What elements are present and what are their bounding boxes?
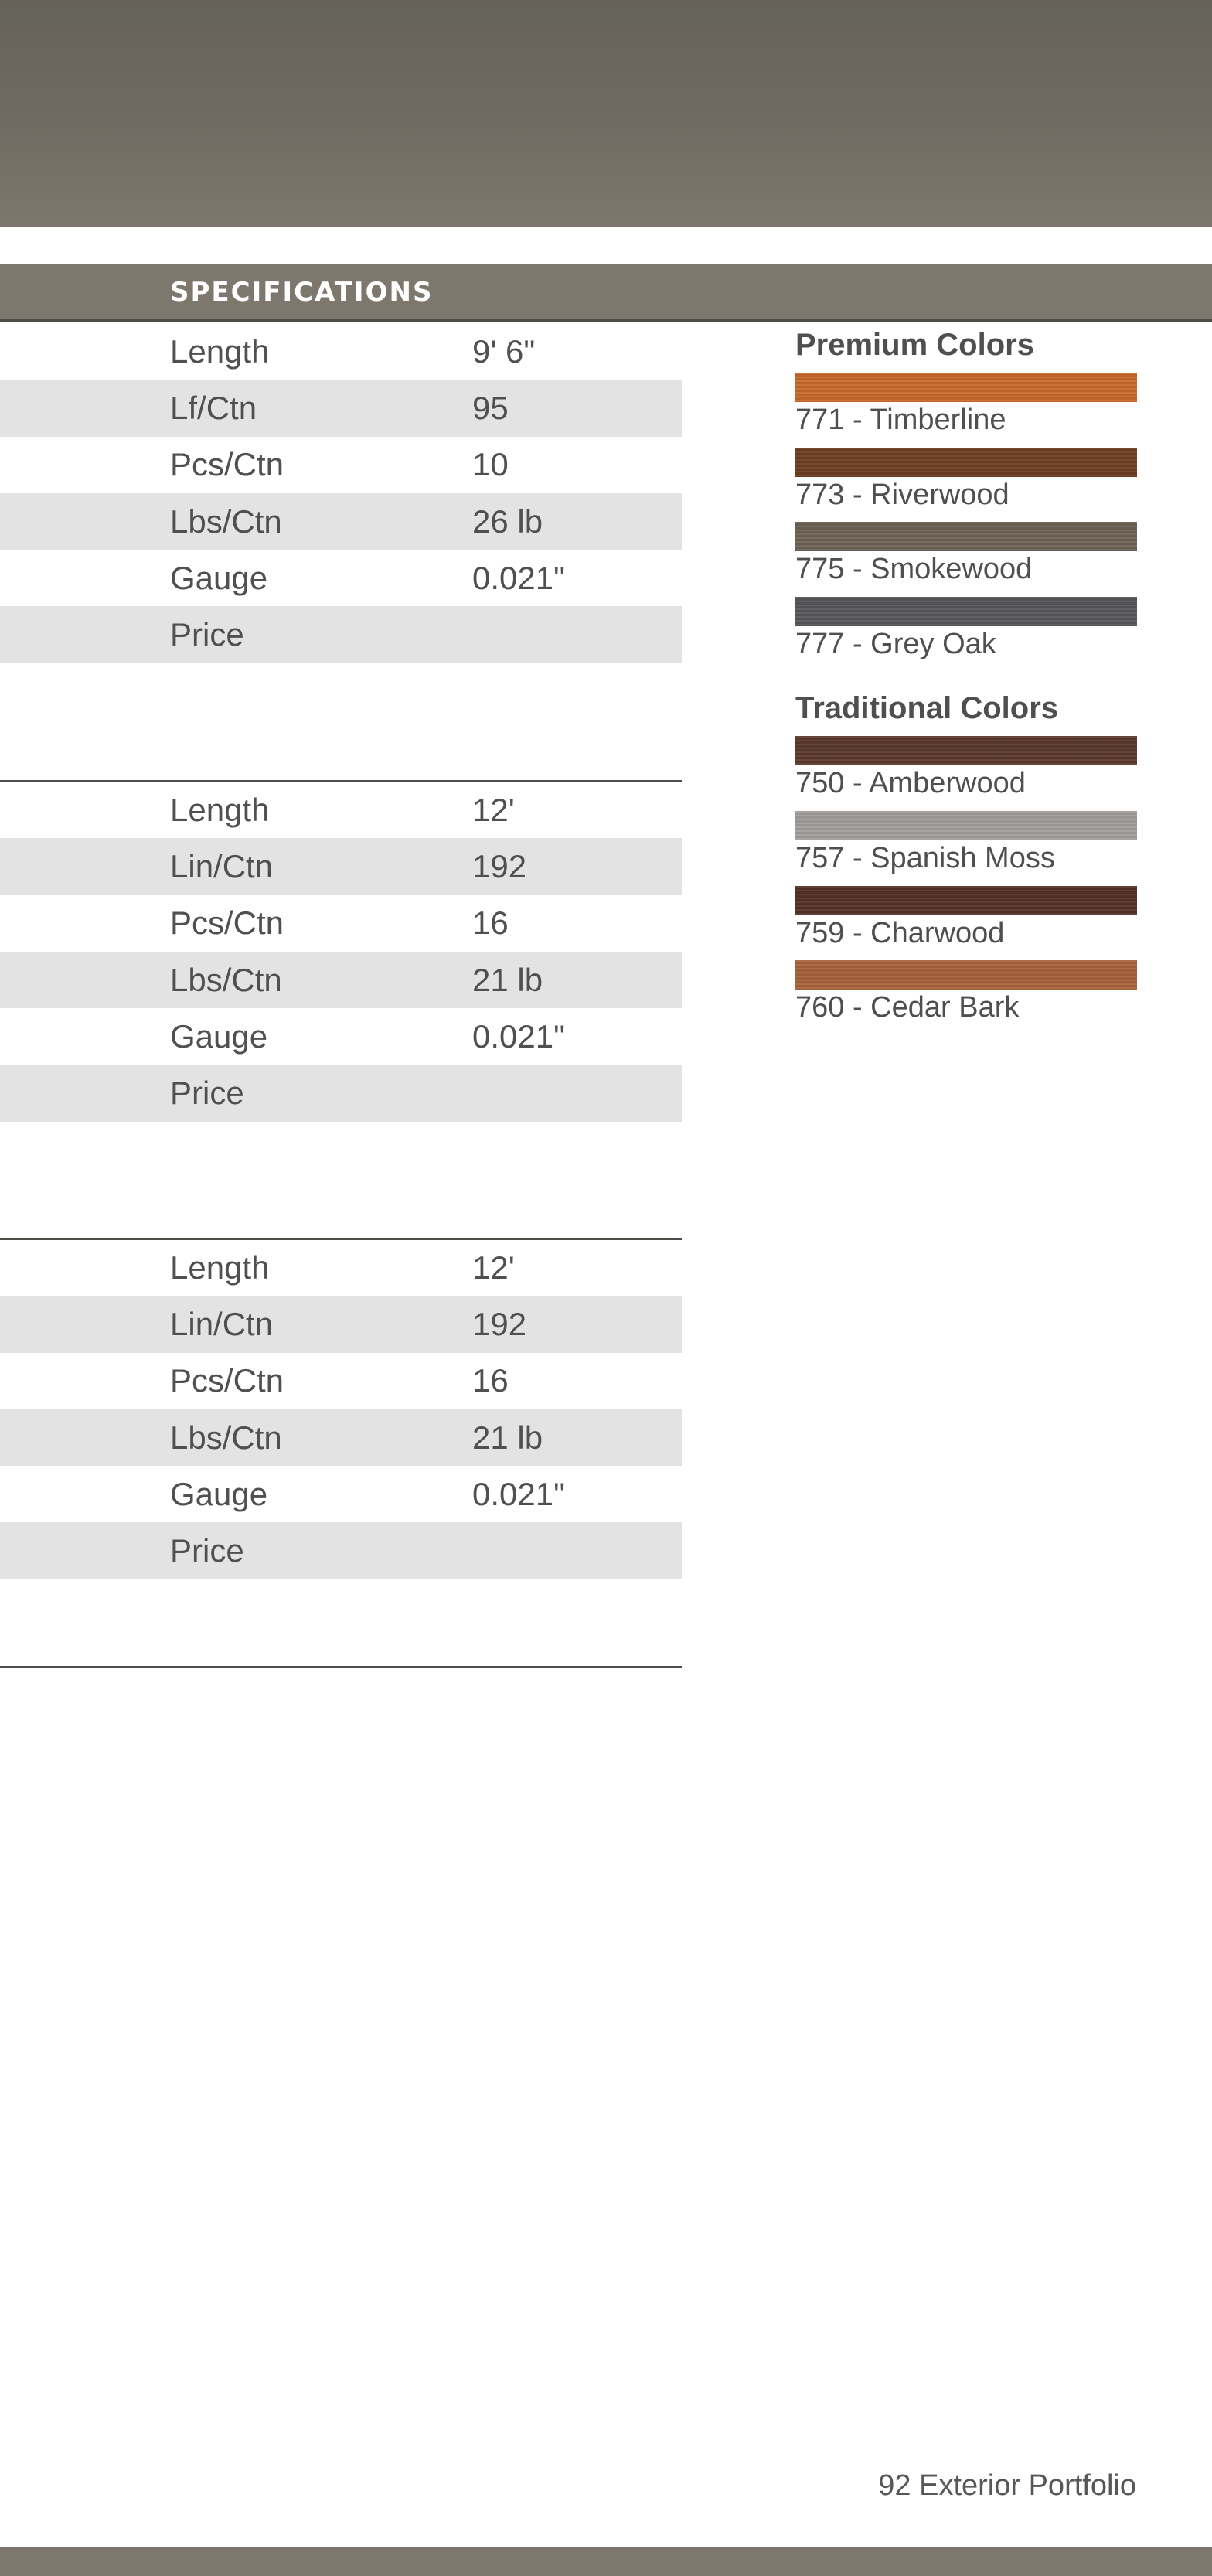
color-item [795,886,1139,952]
spec-value: 95 [472,389,509,426]
spec-row-length [0,323,682,380]
spec-value: 16 [472,1362,509,1399]
color-label: 775 - Smokewood [795,553,1033,586]
color-label: 760 - Cedar Bark [795,991,1020,1024]
spec-label: Gauge [170,559,268,596]
spec-row-lbs-ctn [0,952,682,1008]
color-label: 771 - Timberline [795,404,1006,436]
color-swatch [795,736,1137,765]
spec-label: Lbs/Ctn [170,503,282,540]
spec-value: 12' [472,1249,515,1286]
color-item [795,597,1139,663]
color-label: 750 - Amberwood [795,767,1026,800]
spec-row-lf-ctn [0,380,682,436]
spec-value: 12' [472,791,515,828]
color-swatch [795,373,1137,402]
spec-label: Length [170,332,270,370]
color-label: 759 - Charwood [795,916,1005,949]
color-item [795,448,1139,513]
bottom-bar [0,2547,1212,2576]
color-item [795,960,1139,1026]
spec-row-gauge [0,1466,682,1522]
spec-value: 0.021" [472,1475,566,1512]
spec-row-length [0,1239,682,1296]
spec-row-pcs-ctn [0,1353,682,1409]
color-swatch-panel [795,326,1139,1026]
spec-label: Lin/Ctn [170,847,274,884]
top-banner [0,0,1212,227]
color-item [795,736,1139,802]
spec-row-lin-ctn [0,1296,682,1352]
spec-value: 21 lb [472,961,543,998]
color-label: 773 - Riverwood [795,478,1009,511]
specifications-header [0,264,1212,322]
section-divider [0,1666,682,1668]
color-item [795,522,1139,588]
page-footer-label: 92 Exterior Portfolio [878,2469,1136,2502]
spec-table-2 [0,782,682,1122]
color-swatch [795,597,1137,626]
color-swatch [795,522,1137,551]
spec-label: Lbs/Ctn [170,1419,282,1456]
color-item [795,811,1139,877]
premium-colors-heading: Premium Colors [795,328,1034,362]
spec-value: 192 [472,847,527,884]
spec-label: Price [170,616,244,653]
spec-value: 9' 6" [472,332,536,370]
traditional-colors-heading: Traditional Colors [795,691,1059,726]
spec-row-price [0,606,682,663]
spec-value: 0.021" [472,1017,566,1055]
specifications-title: SPECIFICATIONS [170,277,434,308]
spec-table-1 [0,323,682,663]
spec-label: Pcs/Ctn [170,446,284,483]
spec-value: 192 [472,1305,527,1342]
spec-row-lin-ctn [0,838,682,894]
spec-row-pcs-ctn [0,895,682,952]
spec-label: Lf/Ctn [170,389,257,426]
color-swatch [795,811,1137,840]
spec-label: Price [170,1075,244,1112]
spec-row-lbs-ctn [0,493,682,550]
spec-row-lbs-ctn [0,1409,682,1466]
spec-table-3 [0,1239,682,1579]
color-swatch [795,886,1137,915]
spec-label: Lin/Ctn [170,1305,274,1342]
spec-label: Lbs/Ctn [170,961,282,998]
spec-row-pcs-ctn [0,437,682,493]
group-spacer [795,662,1139,690]
spec-value: 21 lb [472,1419,543,1456]
spec-label: Pcs/Ctn [170,905,284,942]
spec-value: 10 [472,446,509,483]
color-label: 777 - Grey Oak [795,627,996,660]
spec-row-gauge [0,1008,682,1065]
spec-label: Gauge [170,1475,268,1512]
color-swatch [795,960,1137,990]
spec-row-gauge [0,550,682,606]
spec-row-length [0,782,682,838]
color-label: 757 - Spanish Moss [795,841,1055,874]
spec-value: 26 lb [472,503,543,540]
spec-label: Length [170,1249,270,1286]
spec-label: Price [170,1532,244,1569]
spec-label: Length [170,791,270,828]
spec-label: Gauge [170,1017,268,1055]
color-item [795,373,1139,438]
spec-row-price [0,1522,682,1579]
spec-label: Pcs/Ctn [170,1362,284,1399]
spec-value: 0.021" [472,559,566,596]
spec-value: 16 [472,905,509,942]
color-swatch [795,448,1137,477]
spec-row-price [0,1065,682,1121]
